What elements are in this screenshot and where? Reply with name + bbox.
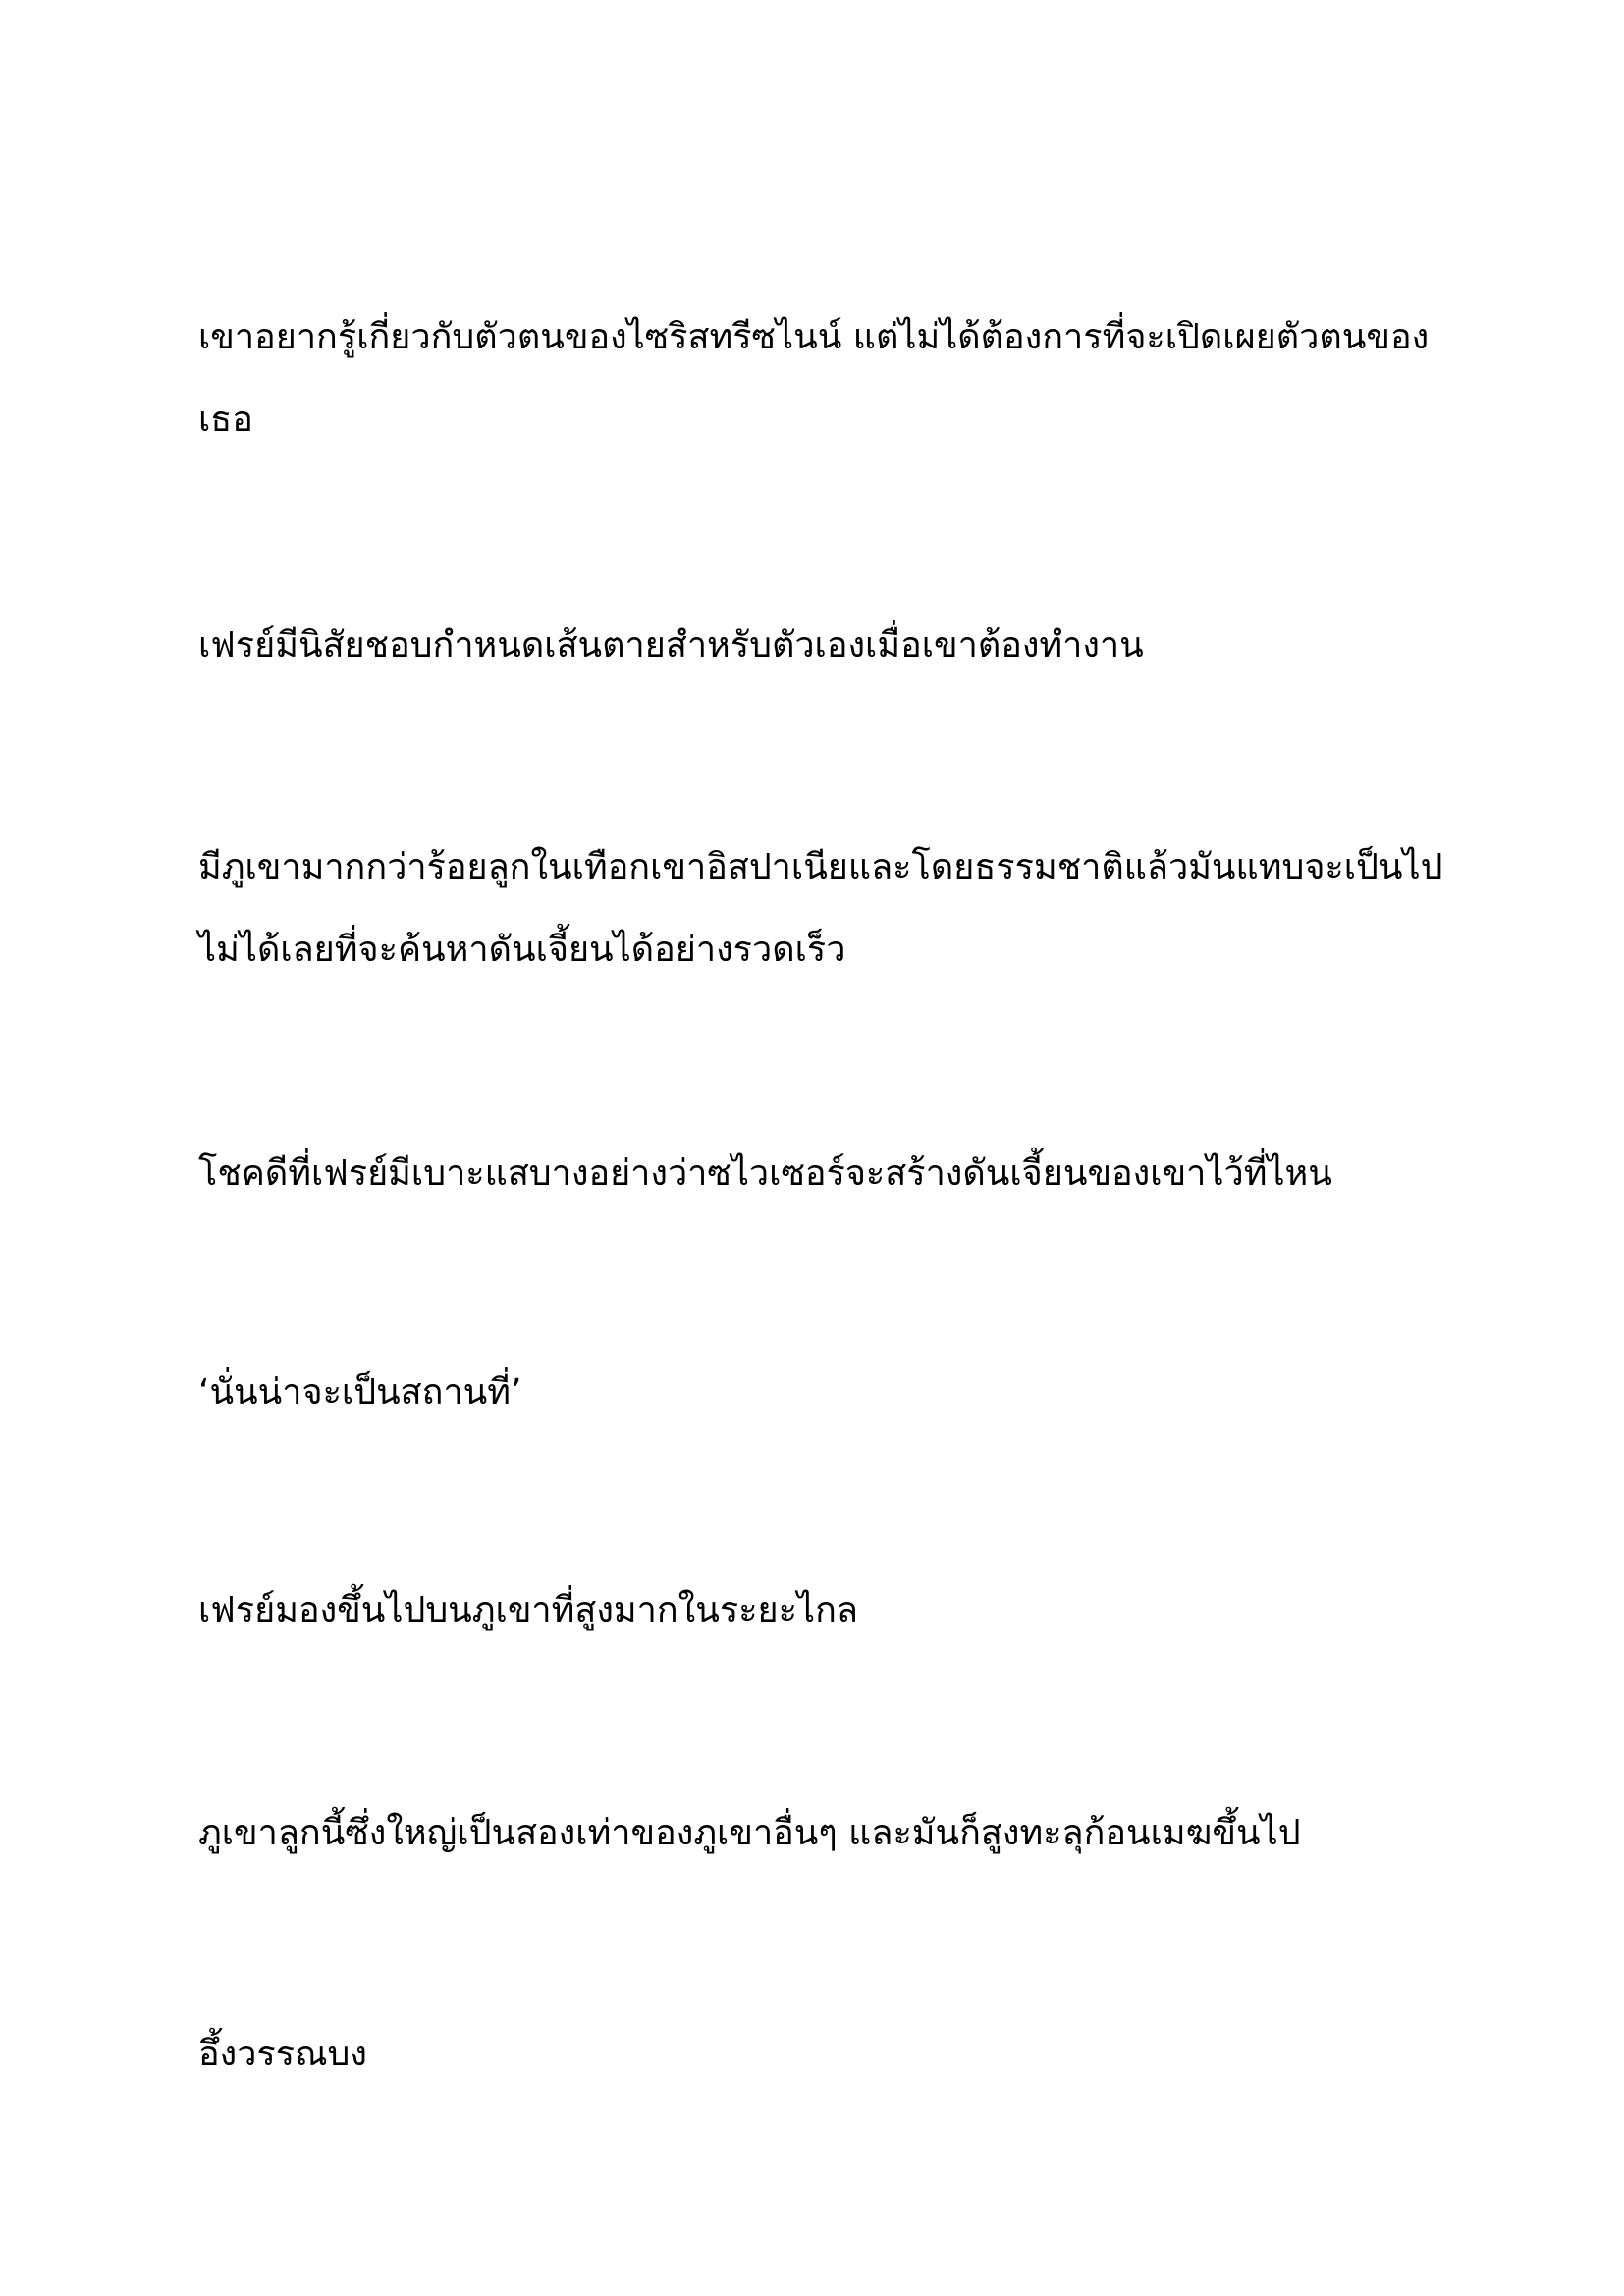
paragraph-8 xyxy=(198,2013,1435,2096)
paragraph-line: ไม่ได้เลยที่จะค้นหาดันเจี้ยนได้อย่างรวดเร็ว xyxy=(198,930,846,970)
paragraph-1 xyxy=(198,296,1435,461)
paragraph-line: เฟรย์มองขึ้นไปบนภูเขาที่สูงมากในระยะไกล xyxy=(198,1590,858,1630)
paragraph-line: เขาอยากรู้เกี่ยวกับตัวตนของไซริสทรีซไนน์ แต่ไม่ได้ต้องการที่จะเปิดเผยตัวตนของ xyxy=(198,317,1430,357)
paragraph-2 xyxy=(198,605,1435,687)
paragraph-7 xyxy=(198,1792,1435,1875)
paragraph-6 xyxy=(198,1570,1435,1652)
paragraph-4 xyxy=(198,1133,1435,1215)
paragraph-5 xyxy=(198,1352,1435,1434)
paragraph-line: เฟรย์มีนิสัยชอบกำหนดเส้นตายสำหรับตัวเองเมื่อเขาต้องทำงาน xyxy=(198,625,1144,666)
paragraph-line: ‘นั่นน่าจะเป็นสถานที่’ xyxy=(198,1372,522,1413)
paragraph-line: ภูเขาลูกนี้ซึ่งใหญ่เป็นสองเท่าของภูเขาอื่นๆ และมันก็สูงทะลุก้อนเมฆขึ้นไป xyxy=(198,1813,1301,1853)
paragraph-line: อึ้งวรรณบง xyxy=(198,2034,367,2074)
paragraph-line: โชคดีที่เฟรย์มีเบาะแสบางอย่างว่าซไวเซอร์จะสร้างดันเจี้ยนของเขาไว้ที่ไหน xyxy=(198,1153,1332,1194)
paragraph-line: มีภูเขามากกว่าร้อยลูกในเทือกเขาอิสปาเนียและโดยธรรมชาติแล้วมันแทบจะเป็นไป xyxy=(198,847,1443,887)
paragraph-line: เธอ xyxy=(198,400,253,440)
paragraph-3 xyxy=(198,827,1443,991)
